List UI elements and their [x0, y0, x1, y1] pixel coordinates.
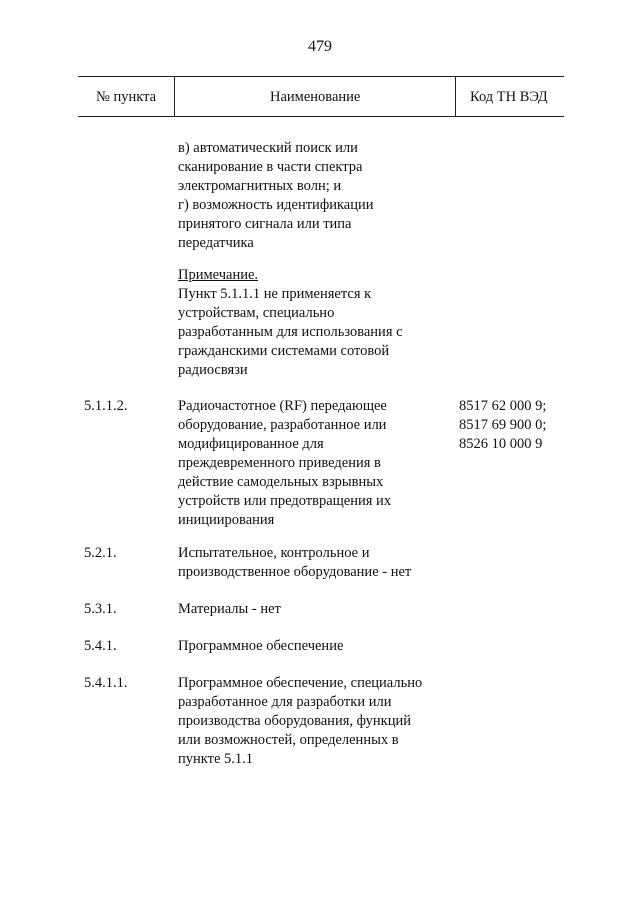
- text-line: Пункт 5.1.1.1 не применяется к: [178, 286, 372, 302]
- row-number: 5.3.1.: [84, 601, 117, 617]
- text-line: разработанное для разработки или: [178, 694, 392, 710]
- text-line: гражданскими системами сотовой: [178, 343, 390, 359]
- text-line: устройствам, специально: [178, 305, 335, 321]
- note-title: Примечание.: [178, 267, 259, 283]
- row-name: [178, 544, 411, 582]
- text-line: производства оборудования, функций: [178, 713, 411, 729]
- table-header: [78, 76, 564, 117]
- page-number: 479: [308, 38, 332, 55]
- text-line: г) возможность идентификации: [178, 197, 374, 213]
- column-divider: [174, 77, 175, 116]
- note-block: [178, 266, 403, 380]
- text-line: в) автоматический поиск или: [178, 140, 358, 156]
- row-number: 5.4.1.: [84, 638, 117, 654]
- text-line: преждевременного приведения в: [178, 455, 381, 471]
- text-line: Программное обеспечение: [178, 638, 344, 654]
- code-line: 8526 10 000 9: [459, 436, 543, 452]
- row-name: [178, 674, 422, 769]
- text-line: Материалы - нет: [178, 601, 281, 617]
- continuation-text: [178, 139, 374, 253]
- text-line: производственное оборудование - нет: [178, 564, 412, 580]
- row-name: [178, 600, 281, 619]
- text-line: передатчика: [178, 235, 254, 251]
- row-number: 5.1.1.2.: [84, 398, 128, 414]
- column-divider: [455, 77, 456, 116]
- text-line: или возможностей, определенных в: [178, 732, 399, 748]
- text-line: оборудование, разработанное или: [178, 417, 387, 433]
- header-code: Код ТН ВЭД: [470, 89, 548, 105]
- row-codes: [459, 397, 546, 454]
- row-number: 5.2.1.: [84, 545, 117, 561]
- text-line: Программное обеспечение, специально: [178, 675, 423, 691]
- text-line: Испытательное, контрольное и: [178, 545, 370, 561]
- text-line: пункте 5.1.1: [178, 751, 254, 767]
- row-number: 5.4.1.1.: [84, 675, 128, 691]
- header-name: Наименование: [270, 89, 361, 105]
- text-line: радиосвязи: [178, 362, 248, 378]
- text-line: инициирования: [178, 512, 275, 528]
- text-line: принятого сигнала или типа: [178, 216, 352, 232]
- text-line: разработанным для использования с: [178, 324, 403, 340]
- code-line: 8517 69 900 0;: [459, 417, 547, 433]
- text-line: действие самодельных взрывных: [178, 474, 384, 490]
- text-line: сканирование в части спектра: [178, 159, 363, 175]
- row-name: [178, 637, 343, 656]
- header-item-number: № пункта: [96, 89, 157, 105]
- text-line: модифицированное для: [178, 436, 324, 452]
- text-line: Радиочастотное (RF) передающее: [178, 398, 387, 414]
- text-line: электромагнитных волн; и: [178, 178, 342, 194]
- code-line: 8517 62 000 9;: [459, 398, 547, 414]
- text-line: устройств или предотвращения их: [178, 493, 392, 509]
- row-name: [178, 397, 391, 530]
